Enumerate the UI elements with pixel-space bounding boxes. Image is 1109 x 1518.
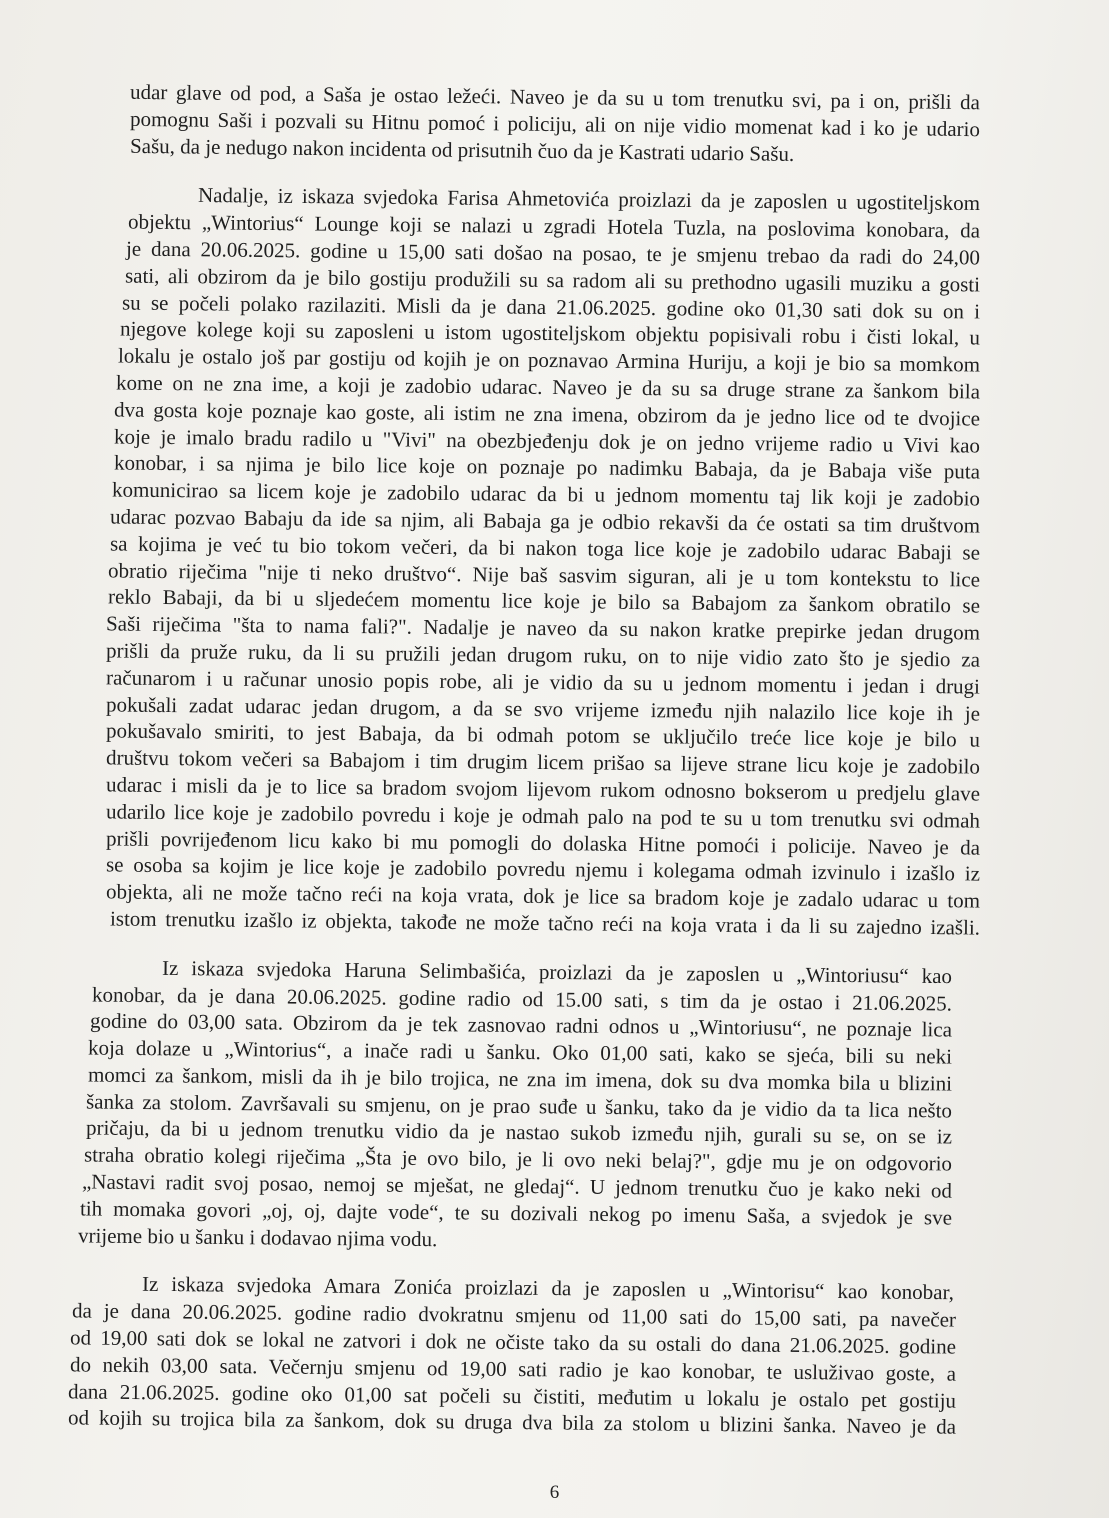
text-line: udarac i misli da je to lice sa bradom svojom lijevom rukom odnosno bokserom u predjelu glave: [105, 772, 981, 806]
text-line: konobar, i sa njima je bilo lice koje on poznaje po nadimku Babaja, da je Babaja više puta: [113, 450, 981, 484]
text-line: istom trenutku izašlo iz objekta, takođe ne može tačno reći na koja vrata i da li su zajedno izašli.: [109, 906, 981, 940]
text-line: godine do 03,00 sata. Obzirom da je tek zasnovao radni odnos u „Wintoriusu“, ne poznaje lica: [89, 1008, 953, 1042]
page-number: 6: [549, 1482, 560, 1503]
text-line: lokalu je ostalo još par gostiju od kojih je on poznavao Armina Huriju, a koji je bio sa momkom: [117, 343, 981, 377]
paragraph-4: [67, 1272, 980, 1440]
text-line: „Nastavi radit svoj posao, nemoj se mješat, ne gledaj“. U jednom trenutku čuo je kako neki od: [81, 1169, 953, 1203]
paragraph-1: [100, 79, 981, 166]
text-line: udarilo lice koje je zadobilo povredu i koje je odmah palo na pod te su u tom trenutku svi odmah: [105, 799, 981, 833]
text-line: njegove kolege koji su zaposleni u istom ugostiteljskom objektu popisivali robu i čisti lokal, u: [119, 316, 981, 350]
text-line: koja dolaze u „Wintorius“, a inače radi u šanku. Oko 01,00 sati, kako se sjeća, bili su neki: [87, 1035, 953, 1069]
text-line: kome on ne zna ime, a koji je zadobio udarac. Naveo je da su sa druge strane za šankom bila: [115, 370, 981, 404]
text-line: dana 21.06.2025. godine oko 01,00 sat počeli su čistiti, međutim u lokalu je ostalo pet gostiju: [67, 1379, 957, 1413]
paragraph-3: [77, 955, 980, 1254]
text-line: od 19,00 sati dok se lokal ne zatvori i dok ne očiste tako da su ostali do dana 21.06.2025. godine: [69, 1325, 957, 1359]
body-text: [67, 79, 981, 1440]
text-line: pokušali zadat udarac jedan drugom, a da se svo vrijeme između njih nalazilo lice koje ih je: [105, 691, 981, 726]
text-line: da je dana 20.06.2025. godine radio dvokratnu smjenu od 11,00 sati do 15,00 sati, pa navečer: [71, 1298, 957, 1332]
paragraph-2: [100, 183, 981, 940]
text-line: sati, ali obzirom da je bilo gostiju produžili su sa radom ali su prethodno ugasili muziku a gosti: [124, 263, 981, 297]
bleed-through-text: [689, 0, 1069, 80]
text-line: od kojih su trojica bila za šankom, dok su druga dva bila za stolom u blizini šanka. Naveo je da: [67, 1405, 957, 1440]
text-line: udar glave od pod, a Saša je ostao ležeći. Naveo je da su u tom trenutku svi, pa i on, prišli da: [129, 79, 981, 115]
text-line: pomognu Saši i pozvali su Hitnu pomoć i policiju, ali on nije vidio momenat kad i ko je udario: [129, 106, 981, 141]
text-line: se osoba sa kojim je lice koje je zadobilo povredu njemu i kolegama odmah izvinulo i izašlo iz: [105, 852, 981, 886]
text-line: tih momaka govori „oj, oj, dajte vode“, te su dozivali nekog po imenu Saša, a svjedok je sve: [79, 1196, 953, 1230]
text-line: društvu tokom večeri sa Babajom i tim drugim licem prišao sa lijeve strane licu koje je zadobilo: [105, 745, 981, 779]
text-line: Saši riječima "šta to nama fali?". Nadalje je naveo da su nakon kratke prepirke jedan drugom: [105, 611, 981, 645]
text-line: do nekih 03,00 sata. Večernju smjenu od 19,00 sati radio je kao konobar, te usluživao goste, a: [69, 1352, 957, 1386]
text-line: komunicirao sa licem koje je zadobilo udarac da bi u jednom momentu taj lik koji je zadobio: [111, 477, 981, 511]
text-line: reklo Babaji, da bi u sljedećem momentu lice koje je bilo sa Babajom za šankom obratilo se: [107, 584, 981, 618]
text-line: Iz iskaza svjedoka Amara Zonića proizlazi da je zaposlen u „Wintorisu“ kao konobar,: [141, 1272, 955, 1305]
text-line: koje je imalo bradu radilo u "Vivi" na obezbjeđenju dok je on jedno vrijeme radio u Vivi kao: [113, 424, 981, 458]
text-line: prišli povrijeđenom licu kako bi mu pomogli do dolaska Hitne pomoći i policije. Naveo je da: [105, 825, 981, 860]
text-line: Nadalje, iz iskaza svjedoka Farisa Ahmetovića proizlazi da je zaposlen u ugostiteljskom: [197, 183, 981, 216]
text-line: konobar, da je dana 20.06.2025. godine radio od 15.00 sati, s tim da je ostao i 21.06.2025.: [91, 981, 953, 1016]
text-line: sa kojima je već tu bio tokom večeri, da bi nakon toga lice koje je zadobilo udarac Babaji se: [109, 531, 981, 565]
text-line: je dana 20.06.2025. godine u 15,00 sati došao na posao, te je smjenu trebao da radi do 24,00: [125, 236, 981, 270]
text-line: momci za šankom, misli da ih je bilo trojica, ne zna im imena, dok su dva momka bila u blizini: [87, 1062, 953, 1096]
text-line: udarac pozvao Babaju da ide sa njim, ali Babaja ga je odbio rekavši da će ostati sa tim društvom: [109, 504, 981, 538]
text-line: vrijeme bio u šanku i dodavao njima vodu.: [77, 1223, 438, 1251]
text-line: su se počeli polako razilaziti. Misli da je dana 21.06.2025. godine oko 01,30 sati dok su on i: [121, 290, 981, 324]
text-line: prišli da pruže ruku, da li su pružili jedan drugom ruku, on to nije vidio zato što je sjedio za: [105, 638, 981, 672]
text-line: obratio riječima "nije ti neko društvo“. Nije baš sasvim siguran, ali je u tom kontekstu to lice: [107, 557, 981, 592]
text-line: Sašu, da je nedugo nakon incidenta od prisutnih čuo da je Kastrati udario Sašu.: [129, 133, 795, 166]
text-line: pokušavalo smiriti, to jest Babaja, da bi odmah potom se uključilo treće lice koje je bilo u: [105, 718, 981, 752]
text-line: objekta, ali ne može tačno reći na koja vrata, dok je lice sa bradom koje je zadalo udarac u tom: [105, 879, 981, 913]
text-line: pričaju, da bi u jednom trenutku vidio da je nastao sukob između njih, gurali su se, on se iz: [85, 1115, 953, 1150]
text-line: šanka za stolom. Završavali su smjenu, on je prao suđe u šanku, tako da je vidio da ta lica nešto: [85, 1089, 953, 1123]
text-line: Iz iskaza svjedoka Haruna Selimbašića, proizlazi da je zaposlen u „Wintoriusu“ kao: [161, 955, 953, 988]
text-line: računarom i u računar unosio popis robe, ali je vidio da su u jednom momentu i jedan i drugi: [105, 665, 981, 699]
text-line: straha obratio kolegi riječima „Šta je ovo bilo, je li ovo neki belaj?", gdje mu je on odgovorio: [83, 1142, 953, 1176]
text-line: objektu „Wintorius“ Lounge koji se nalazi u zgradi Hotela Tuzla, na poslovima konobara, da: [127, 209, 981, 243]
text-line: dva gosta koje poznaje kao goste, ali istim ne zna imena, obzirom da je jedno lice od te dvojice: [113, 397, 981, 431]
